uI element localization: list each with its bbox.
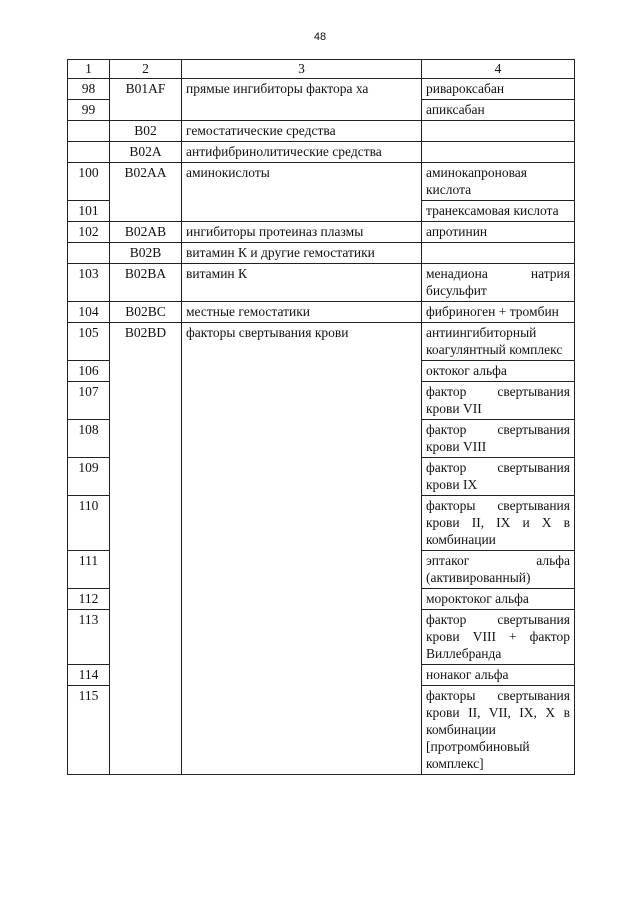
atc-code: B02A bbox=[110, 142, 182, 163]
table-row bbox=[68, 264, 575, 302]
row-number: 98 bbox=[68, 79, 110, 100]
row-number: 99 bbox=[68, 100, 110, 121]
row-number: 101 bbox=[68, 201, 110, 222]
table-row bbox=[68, 163, 575, 201]
atc-code: B02AA bbox=[110, 163, 182, 222]
drug-name bbox=[422, 243, 575, 264]
drug-name: фактор свертывания крови IX bbox=[422, 458, 575, 496]
drug-name: апиксабан bbox=[422, 100, 575, 121]
table-row bbox=[68, 323, 575, 361]
atc-code: B02 bbox=[110, 121, 182, 142]
row-number: 102 bbox=[68, 222, 110, 243]
row-number: 103 bbox=[68, 264, 110, 302]
page-number: 48 bbox=[313, 31, 327, 43]
atc-code: B02BC bbox=[110, 302, 182, 323]
atc-code: B01AF bbox=[110, 79, 182, 121]
column-header-number: 1 bbox=[68, 60, 110, 79]
drug-name: фибриноген + тромбин bbox=[422, 302, 575, 323]
row-number: 107 bbox=[68, 382, 110, 420]
drug-name: фактор свертывания крови VII bbox=[422, 382, 575, 420]
drug-name: транексамовая кислота bbox=[422, 201, 575, 222]
row-number: 113 bbox=[68, 610, 110, 665]
atc-code: B02BD bbox=[110, 323, 182, 775]
drug-table bbox=[67, 59, 575, 775]
column-header-drug: 4 bbox=[422, 60, 575, 79]
group-name: ингибиторы протеиназ плазмы bbox=[182, 222, 422, 243]
group-name: факторы свертывания крови bbox=[182, 323, 422, 775]
row-number: 109 bbox=[68, 458, 110, 496]
atc-code: B02AB bbox=[110, 222, 182, 243]
drug-name: антиингибиторный коагулянтный комплекс bbox=[422, 323, 575, 361]
table-header-row bbox=[68, 60, 575, 79]
atc-code: B02B bbox=[110, 243, 182, 264]
drug-name: фактор свертывания крови VIII bbox=[422, 420, 575, 458]
group-name: местные гемостатики bbox=[182, 302, 422, 323]
drug-name: октоког альфа bbox=[422, 361, 575, 382]
row-number: 105 bbox=[68, 323, 110, 361]
group-name: витамин К bbox=[182, 264, 422, 302]
table-row bbox=[68, 302, 575, 323]
drug-name: факторы свертывания крови II, VII, IX, X в комбинации [протромбиновый комплекс] bbox=[422, 686, 575, 775]
row-number: 112 bbox=[68, 589, 110, 610]
table-row bbox=[68, 79, 575, 100]
row-number: 104 bbox=[68, 302, 110, 323]
drug-name: фактор свертывания крови VIII + фактор Виллебранда bbox=[422, 610, 575, 665]
column-header-code: 2 bbox=[110, 60, 182, 79]
drug-name: аминокапроновая кислота bbox=[422, 163, 575, 201]
drug-name: эптаког альфа (активированный) bbox=[422, 551, 575, 589]
drug-name: факторы свертывания крови II, IX и X в комбинации bbox=[422, 496, 575, 551]
drug-name: мороктоког альфа bbox=[422, 589, 575, 610]
table-row bbox=[68, 243, 575, 264]
column-header-group: 3 bbox=[182, 60, 422, 79]
row-number: 106 bbox=[68, 361, 110, 382]
row-number bbox=[68, 243, 110, 264]
group-name: аминокислоты bbox=[182, 163, 422, 222]
drug-name bbox=[422, 142, 575, 163]
drug-name bbox=[422, 121, 575, 142]
table-row bbox=[68, 222, 575, 243]
drug-name: нонаког альфа bbox=[422, 665, 575, 686]
row-number: 114 bbox=[68, 665, 110, 686]
row-number: 111 bbox=[68, 551, 110, 589]
table-row bbox=[68, 121, 575, 142]
row-number bbox=[68, 121, 110, 142]
drug-name: апротинин bbox=[422, 222, 575, 243]
row-number: 108 bbox=[68, 420, 110, 458]
atc-code: B02BA bbox=[110, 264, 182, 302]
group-name: прямые ингибиторы фактора ха bbox=[182, 79, 422, 121]
table-row bbox=[68, 142, 575, 163]
row-number bbox=[68, 142, 110, 163]
row-number: 110 bbox=[68, 496, 110, 551]
group-name: гемостатические средства bbox=[182, 121, 422, 142]
drug-name: менадиона натрия бисульфит bbox=[422, 264, 575, 302]
drug-name: ривароксабан bbox=[422, 79, 575, 100]
group-name: антифибринолитические средства bbox=[182, 142, 422, 163]
row-number: 100 bbox=[68, 163, 110, 201]
group-name: витамин К и другие гемостатики bbox=[182, 243, 422, 264]
row-number: 115 bbox=[68, 686, 110, 775]
